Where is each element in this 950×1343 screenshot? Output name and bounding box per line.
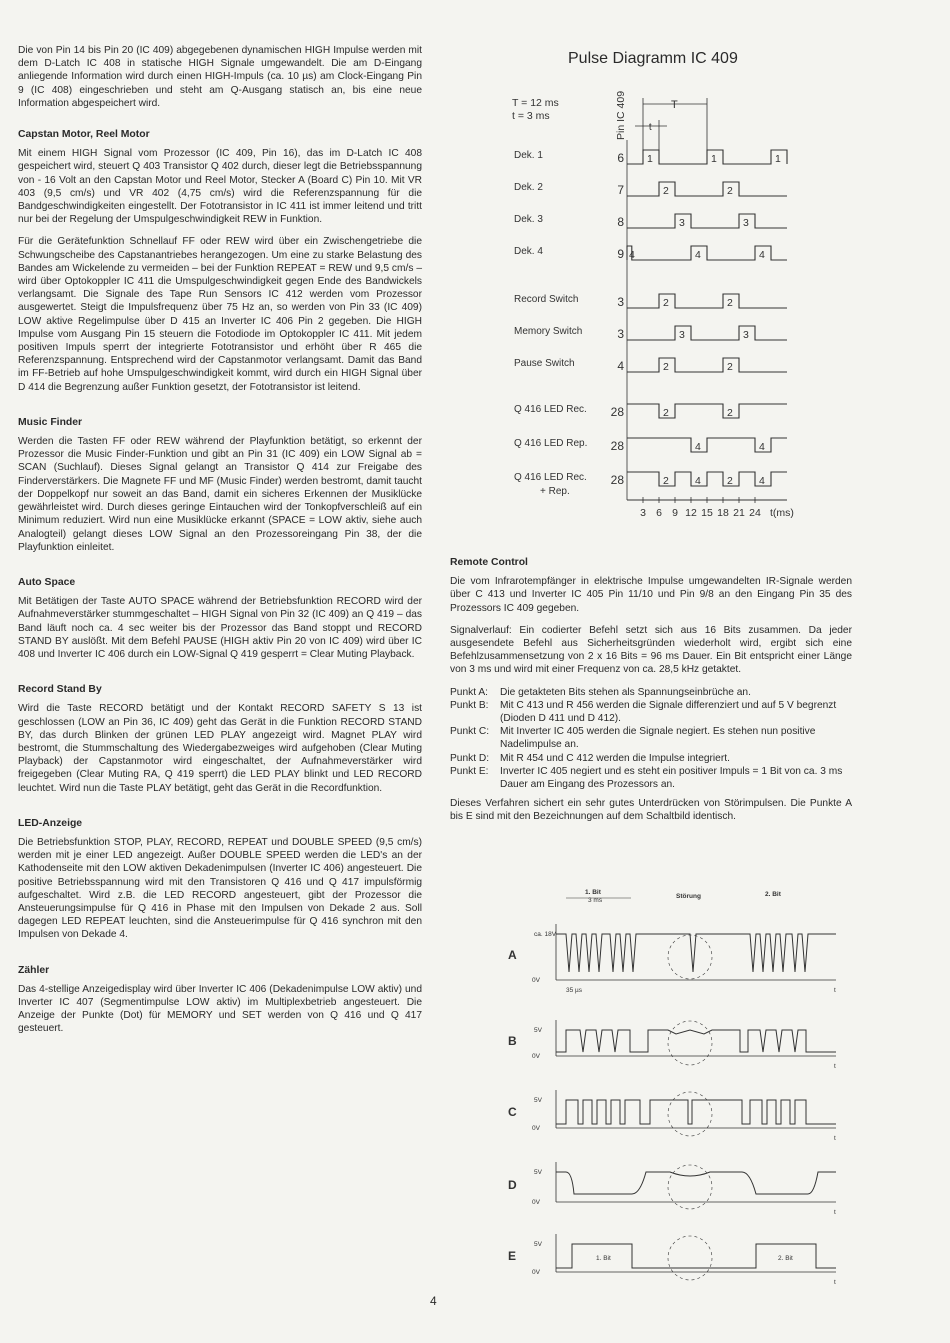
heading-remote-control: Remote Control — [450, 557, 528, 568]
signal-trace — [556, 1100, 836, 1124]
disturbance-circle — [668, 935, 712, 979]
zero-volt-label: 0V — [532, 977, 540, 984]
pin-number: 28 — [610, 473, 624, 487]
signal-trace — [627, 182, 787, 196]
punkt-key: Punkt C: — [450, 726, 490, 738]
pulse-number: 1 — [647, 153, 653, 165]
paragraph: Wird die Taste RECORD betätigt und der Kontakt RECORD SAFETY S 13 ist geschlossen (LOW an Pin 36, IC 409) geht das Gerät in die Funktion RECORD STAND BY, das durch Blinken der grünen LED PLAY angezeigt wird. Magnet PLAY wird bestromt, die Stummschaltung des Wiedergabezweiges wird aufgehoben (Clear Muting Playback) der Capstanmotor wird eingeschaltet, der Aufnahmeverstärker wird freigegeben (Clear Muting RA, Q 419 sperrt) die LED PLAY blinkt und LED RECORD leuchtet. Wird nun die Taste PLAY betätigt, geht das Gerät in die Recordfunktion. — [18, 703, 422, 794]
heading-capstan-motor: Capstan Motor, Reel Motor — [18, 129, 150, 141]
t-label: t — [648, 122, 652, 133]
pin-number: 28 — [610, 405, 624, 419]
heading-record-stand-by: Record Stand By — [18, 684, 102, 696]
punkt-text: Mit R 454 und C 412 werden die Impulse integriert. — [500, 752, 730, 764]
tick-label: 6 — [656, 507, 662, 518]
paragraph: Werden die Tasten FF oder REW während der Playfunktion betätigt, so erkennt der Prozessor die Music Finder-Funktion und gibt an Pin 31 (IC 409) ein LOW Signal ab = SCAN (Suchlauf). Dieses Signal gelangt an Transistor Q 414 zur Freigabe des Finderverstärkers. Die Magnete FF und MF (Music Finder) werden bestromt, damit taucht der Doppelkopf nur soweit an das Band, damit ein sicheres Erkennen der Musiklücke gewährleistet wird. Durch dieses geringe Eintauchen wird der Tonkopfverschleiß auf ein Minimum reduziert. Wird nun eine Musiklücke erkannt (SPACE = LOW aktiv, siehe auch Analogteil) gelangt dieses LOW Signal an den Prozessoreingang Pin 38, der die Playfunktion einleitet. — [18, 436, 422, 553]
zero-volt-label: 0V — [532, 1053, 540, 1060]
punkt-key: Punkt E: — [450, 765, 489, 777]
disturbance-circle — [668, 1092, 712, 1136]
pulse-number: 2 — [727, 475, 733, 487]
stoerung-label: Störung — [676, 893, 701, 900]
punkt-key: Punkt B: — [450, 699, 489, 711]
bit-label: 1. Bit — [596, 1255, 611, 1262]
param-T: T = 12 ms — [512, 97, 559, 109]
tick-label: 15 — [701, 507, 713, 518]
pulse-number: 1 — [775, 153, 781, 165]
paragraph: Signalverlauf: Ein codierter Befehl setzt sich aus 16 Bits zusammen. Da jeder ausgesendete Befehl aus Sicherheitsgründen wiederholt wird, ergibt sich eine Befehlzusammensetzung von 2 x 16 Bits = 96 ms Dauer. Ein Bit entspricht einer Länge von 3 ms und wird mit einer Frequenz von ca. 28,5 kHz getaktet. — [450, 624, 852, 676]
tick-label: 3 — [640, 507, 646, 518]
duration-label: 3 ms — [588, 897, 603, 904]
punkt-key: Punkt D: — [450, 752, 490, 764]
punkt-text: Inverter IC 405 negiert und es steht ein positiver Impuls = 1 Bit von ca. 3 ms Dauer am Eingang des Prozessors an. — [500, 765, 843, 791]
signal-label: Dek. 4 — [514, 246, 543, 257]
disturbance-circle — [668, 1021, 712, 1065]
tick-label: 18 — [717, 507, 729, 518]
punkt-item — [450, 725, 852, 751]
signal-label: Record Switch — [514, 294, 579, 305]
punkt-text: Die getakteten Bits stehen als Spannungseinbrüche an. — [500, 686, 751, 698]
row-letter: C — [508, 1105, 517, 1119]
pin-number: 8 — [617, 215, 624, 229]
punkt-item — [450, 752, 852, 765]
time-axis-label: t — [834, 1209, 836, 1216]
pulse-number: 4 — [695, 441, 701, 453]
row-letter: A — [508, 948, 517, 962]
pulse-number: 2 — [663, 361, 669, 373]
volt-label: 5V — [534, 1097, 542, 1104]
pulse-number: 3 — [679, 217, 685, 229]
signal-label: Q 416 LED Rec. — [514, 472, 587, 483]
label-T: T — [671, 99, 678, 111]
pulse-number: 2 — [727, 297, 733, 309]
pin-number: 7 — [617, 183, 624, 197]
pin-number: 28 — [610, 439, 624, 453]
pulse-number: 4 — [759, 441, 765, 453]
signal-label: + Rep. — [540, 486, 570, 497]
signal-trace — [627, 358, 787, 372]
pulse-number: 4 — [629, 249, 635, 261]
paragraph: Die vom Infrarotempfänger in elektrische Impulse umgewandelten IR-Signale werden über C 413 und Inverter IC 405 Pin 11/10 und Pin 9/8 an den Eingang Pin 35 des Prozessors IC 409 gegeben. — [450, 576, 852, 614]
intro-paragraph: Die von Pin 14 bis Pin 20 (IC 409) abgegebenen dynamischen HIGH Impulse werden mit dem D-Latch IC 408 in statische HIGH Signale umgewandelt. Die am D-Eingang anliegende Information wird durch einen HIGH-Impuls (ca. 10 µs) am Clock-Eingang Pin 9 (IC 408) eingeschrieben und steht am Q-Ausgang statisch an, bis eine neue Information abgespeichert wird. — [18, 45, 422, 109]
punkt-item — [450, 765, 852, 791]
disturbance-circle — [668, 1236, 712, 1280]
time-axis-label: t — [834, 1063, 836, 1070]
pulse-number: 2 — [663, 407, 669, 419]
pulse-width-label: 35 µs — [566, 987, 583, 994]
heading-music-finder: Music Finder — [18, 416, 83, 428]
signal-trace — [627, 326, 787, 340]
tick-label: 12 — [685, 507, 697, 518]
signal-label: Dek. 3 — [514, 214, 543, 225]
pulse-number: 3 — [679, 329, 685, 341]
signal-label: Dek. 2 — [514, 182, 543, 193]
left-column — [18, 44, 422, 1045]
volt-label: 5V — [534, 1241, 542, 1248]
bit-label: 1. Bit — [585, 889, 601, 896]
pulse-number: 2 — [727, 185, 733, 197]
signal-trace — [627, 294, 787, 308]
pulse-number: 3 — [743, 329, 749, 341]
pulse-number: 2 — [663, 475, 669, 487]
signal-label: Q 416 LED Rec. — [514, 404, 587, 415]
signal-label: Q 416 LED Rep. — [514, 438, 588, 449]
signal-label: Pause Switch — [514, 358, 575, 369]
signal-trace — [627, 214, 787, 228]
paragraph: Mit einem HIGH Signal vom Prozessor (IC 409, Pin 16), das im D-Latch IC 408 gespeichert wird, steuert Q 403 Transistor Q 402 durch, dieser legt die Betriebsspannung von - 16 Volt an den Capstan Motor und Reel Motor, Stecker A (Board C) Pin 10. Mit VR 403 (9,5 cm/s) und VR 402 (4,75 cm/s) wird die Referenzspannung für die Bandgeschwindigkeiten eingestellt. Der Fototransistor in IC 411 ist immer leitend und tritt nur bei der Regelung der Umspulgeschwindigkeit REW in Funktion. — [18, 148, 422, 226]
time-axis-label: t — [834, 1135, 836, 1142]
pin-number: 9 — [617, 247, 624, 261]
bit-label: 2. Bit — [765, 891, 781, 898]
punkt-key: Punkt A: — [450, 686, 488, 698]
pin-number: 3 — [617, 295, 624, 309]
heading-zaehler: Zähler — [18, 964, 50, 976]
paragraph: Mit Betätigen der Taste AUTO SPACE während der Betriebsfunktion RECORD wird der Aufnahmeverstärker stummgeschaltet – HIGH Signal von Pin 32 (IC 409) an Q 419 – das Band läuft noch ca. 4 sec weiter bis der Prozessor das Band stoppt und RECORD STAND BY auslößt. Mit dem Befehl PAUSE (HIGH aktiv Pin 20 von IC 409) wird über IC 408 und Inverter IC 406 durch ein LOW-Signal Q 419 gesperrt = Clear Muting Playback. — [18, 596, 422, 660]
punkt-item — [450, 699, 852, 725]
param-t: t = 3 ms — [512, 110, 550, 122]
pin-number: 6 — [617, 151, 624, 165]
zero-volt-label: 0V — [532, 1125, 540, 1132]
pulse-number: 1 — [711, 153, 717, 165]
volt-label: 5V — [534, 1169, 542, 1176]
right-column — [450, 556, 852, 833]
signal-trace — [556, 934, 836, 972]
signal-trace — [556, 1030, 836, 1052]
pulse-number: 4 — [759, 249, 765, 261]
pulse-diagram-title: Pulse Diagramm IC 409 — [568, 50, 738, 67]
row-letter: B — [508, 1034, 517, 1048]
pin-header: Pin IC 409 — [615, 90, 627, 140]
tick-label: 24 — [749, 507, 761, 518]
signal-trace — [627, 404, 787, 418]
volt-label: ca. 18V — [534, 931, 557, 938]
pulse-number: 4 — [759, 475, 765, 487]
punkt-item — [450, 686, 852, 699]
pulse-number: 2 — [663, 297, 669, 309]
pulse-number: 2 — [663, 185, 669, 197]
pulse-number: 2 — [727, 407, 733, 419]
page-number: 4 — [430, 1294, 437, 1308]
paragraph: Das 4-stellige Anzeigedisplay wird über Inverter IC 406 (Dekadenimpulse LOW aktiv) und Inverter IC 407 (Segmentimpulse LOW aktiv) im Multiplexbetrieb angesteuert. Die Anzeige der Punkte (Dot) für MEMORY und SET werden von Q 416 und Q 417 gesteuert. — [18, 983, 422, 1035]
paragraph: Dieses Verfahren sichert ein sehr gutes Unterdrücken von Störimpulsen. Die Punkte A bis E sind mit den Bezeichnungen auf dem Schaltbild identisch. — [450, 798, 852, 823]
pulse-number: 4 — [695, 475, 701, 487]
paragraph: Für die Gerätefunktion Schnellauf FF oder REW wird über ein Zwischengetriebe die Schwungscheibe des Capstanantriebes herangezogen. Um eine zu starke Belastung des Bandes am Wickelende zu vermeiden – bei der Funktion REPEAT = REW und 9,5 cm/s – wird über Optokoppler IC 411 die Umspulgeschwindigkeit gegen Ende des Bandwickels verlangsamt. Die Signale des Tape Run Sensors IC 412 werden vom Prozessor ausgewertet. Steigt die Impulsfrequenz über 75 Hz an, so werden von Pin 33 (IC 409) LOW aktive Regelimpulse über D 415 an Inverter IC 406 Pin 2 gegeben. Die HIGH Impulse vom Ausgang Pin 15 steuern die Fotodiode im Optokoppler IC 411. Mit jedem positiven Impuls sperrt der integrierte Fototransistor und erhöht über R 465 die Referenzspannung. Entsprechend wird der Capstanmotor verlangsamt. Damit das Band im FF-Betrieb auf hohe Umspulgeschwindigkeit kommt, wird durch ein HIGH Signal über D 414 die Begrenzung außer Funktion gesetzt, der Fototransistor ist leitend. — [18, 236, 422, 393]
volt-label: 5V — [534, 1027, 542, 1034]
heading-auto-space: Auto Space — [18, 576, 76, 588]
signal-trace — [556, 1172, 836, 1194]
pulse-diagram — [505, 78, 805, 518]
tick-label: 21 — [733, 507, 745, 518]
time-axis-label: t — [834, 987, 836, 994]
pulse-number: 4 — [695, 249, 701, 261]
punkt-text: Mit C 413 und R 456 werden die Signale differenziert und auf 5 V begrenzt (Dioden D 411 und D 412). — [500, 699, 837, 725]
signal-label: Memory Switch — [514, 326, 583, 337]
punkt-text: Mit Inverter IC 405 werden die Signale negiert. Es stehen nun positive Nadelimpulse an. — [500, 726, 816, 751]
zero-volt-label: 0V — [532, 1269, 540, 1276]
heading-led-anzeige: LED-Anzeige — [18, 817, 83, 829]
tick-label: 9 — [672, 507, 678, 518]
punkt-list — [450, 686, 852, 792]
row-letter: E — [508, 1249, 517, 1263]
pin-number: 3 — [617, 327, 624, 341]
zero-volt-label: 0V — [532, 1199, 540, 1206]
bit-label: 2. Bit — [778, 1255, 793, 1262]
signal-label: Dek. 1 — [514, 150, 543, 161]
pulse-number: 2 — [727, 361, 733, 373]
row-letter: D — [508, 1178, 517, 1192]
paragraph: Die Betriebsfunktion STOP, PLAY, RECORD, REPEAT und DOUBLE SPEED (9,5 cm/s) werden mit je einer LED angezeigt. Außer DOUBLE SPEED werden die LED's an der Kathodenseite mit den LOW aktiven Dekadenimpulsen (Inverter IC 406) angesteuert. Die positive Betriebsspannung wird mit den Transistoren Q 416 und Q 417 impulsförmig aufgeschaltet. Wird z.B. die LED RECORD angesteuert, gibt der Prozessor die Ansteuerungsimpulse für Q 416 in Phase mit den Impulsen von Dekade 2 aus. Soll dagegen LED REPEAT leuchten, sind die Ansteuerimpulse für Q 416 synchron mit den Impulsen von Dekade 4. — [18, 836, 422, 941]
pulse-number: 3 — [743, 217, 749, 229]
axis-unit: t(ms) — [770, 507, 794, 518]
pin-number: 4 — [617, 359, 624, 373]
time-axis-label: t — [834, 1279, 836, 1285]
remote-signal-diagram — [500, 880, 850, 1285]
